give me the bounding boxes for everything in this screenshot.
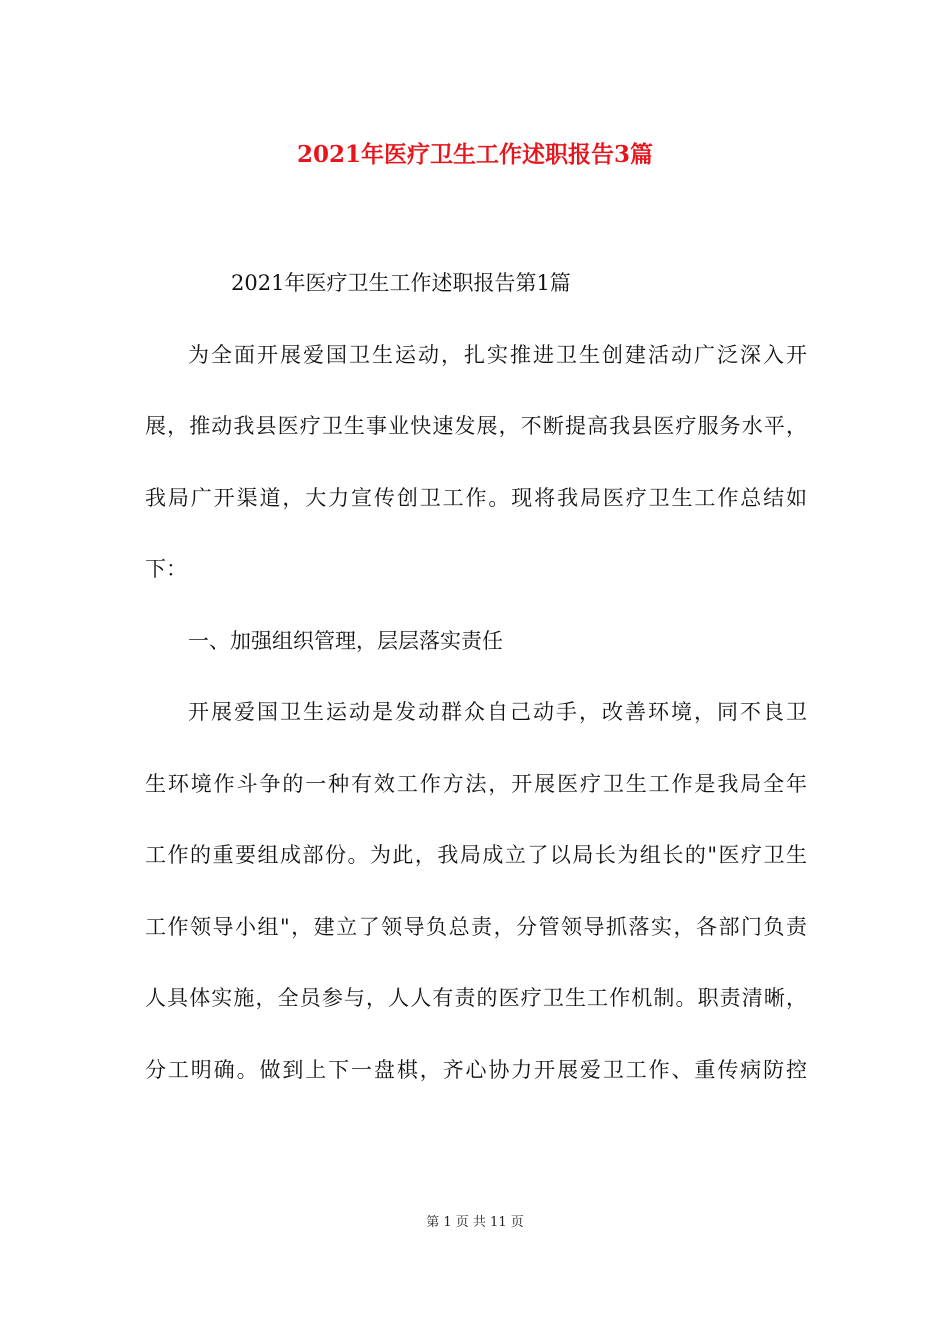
paragraph-line: 开展爱国卫生运动是发动群众自己动手，改善环境，同不良卫	[188, 700, 807, 724]
paragraph-line: 展，推动我县医疗卫生事业快速发展，不断提高我县医疗服务水平，	[145, 414, 807, 438]
page-footer: 第 1 页 共 11 页	[426, 1215, 524, 1230]
paragraph-line: 为全面开展爱国卫生运动，扎实推进卫生创建活动广泛深入开	[188, 342, 807, 367]
document-title: 2021年医疗卫生工作述职报告3篇	[296, 141, 654, 168]
section-heading: 2021年医疗卫生工作述职报告第1篇	[231, 271, 571, 295]
paragraph-line: 工作的重要组成部份。为此，我局成立了以局长为组长的"医疗卫生	[145, 843, 807, 867]
paragraph-line: 下：	[145, 557, 187, 581]
paragraph-line: 人具体实施，全员参与，人人有责的医疗卫生工作机制。职责清晰，	[145, 986, 807, 1010]
paragraph-line: 生环境作斗争的一种有效工作方法，开展医疗卫生工作是我局全年	[145, 771, 807, 796]
document-body	[145, 248, 807, 1106]
paragraph-line: 我局广开渠道，大力宣传创卫工作。现将我局医疗卫生工作总结如	[145, 485, 807, 510]
subsection-heading: 一、加强组织管理，层层落实责任	[188, 628, 503, 653]
paragraph-line: 分工明确。做到上下一盘棋，齐心协力开展爱卫工作、重传病防控	[145, 1057, 807, 1082]
paragraph-line: 工作领导小组"，建立了领导负总责，分管领导抓落实，各部门负责	[145, 914, 807, 939]
